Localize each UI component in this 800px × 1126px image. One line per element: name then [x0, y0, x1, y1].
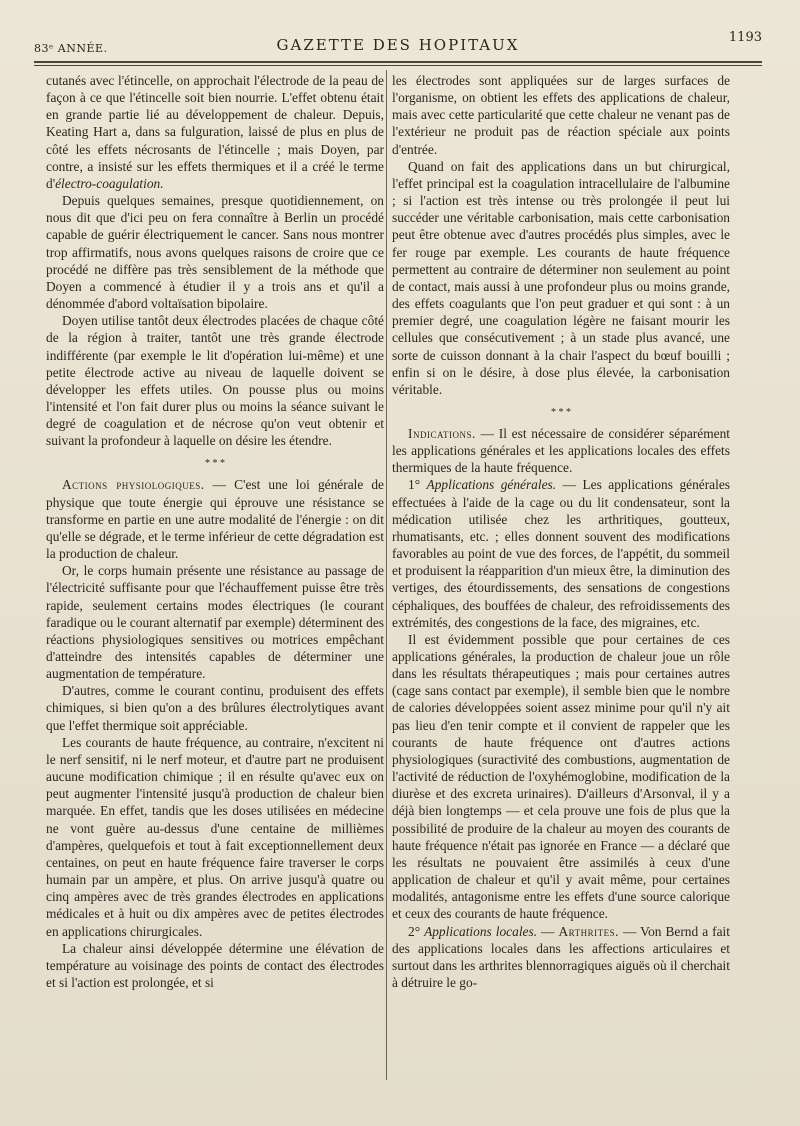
paragraph: D'autres, comme le courant continu, produisent des effets chimiques, si bien qu'on a des brûlures électrolytiques avant que l'effet thermique soit appréciable. — [46, 683, 384, 733]
volume-year: 83ᵉ ANNÉE. — [34, 42, 108, 55]
paragraph: Les courants de haute fréquence, au contraire, n'excitent ni le nerf sensitif, ni le nerf moteur, et d'autre part ne produisent aucune modification chimique ; il en résulte qu'avec eux on peut augmenter l'intensité jusqu'à production de chaleur bien marquée. En effet, tandis que les doses utilisées en médecine ne vont guère au-dessus d'une centaine de millièmes d'ampères, quelquefois et tout à fait exceptionnellement deux centaines, on peut en haute fréquence faire traverser le corps humain par un ampère, et plus. On arrive jusqu'à quatre ou cinq ampères avec de très grandes électrodes en applications médicales et à huit ou dix ampères avec de petites électrodes en applications chirurgicales. — [46, 734, 384, 939]
paragraph: La chaleur ainsi développée détermine une élévation de température au voisinage des points de contact des électrodes et si l'action est prolongée, et si — [46, 940, 384, 990]
paragraph: Depuis quelques semaines, presque quotidiennement, on nous dit que d'ici peu on fera connaître à Berlin un procédé capable de guérir électriquement le cancer. Sans nous montrer trop affirmatifs, nous avons quelques raisons de croire que ce procédé ne diffère pas très sensiblement de la méthode que Doyen a commencé à étudier il y a trois ans et qu'il a dénommée d'abord voltaïsation bipolaire. — [46, 193, 384, 312]
paragraph: Or, le corps humain présente une résistance au passage de l'électricité suffisante pour que l'échauffement puisse être très rapide, seulement certains modes électriques (le courant faradique ou le courant alternatif par exemple) déterminent des réactions physiologiques sensitives ou motrices empêchant d'atteindre des intensités capables de déterminer une augmentation de température. — [46, 563, 384, 682]
header-rule — [34, 61, 762, 63]
paragraph-text: — Les applications générales effectuées à l'aide de la cage ou du lit condensateur, sont la médication utilisée chez les arthritiques, goutteux, rhumatisants, etc. ; elles donnent souvent des modifications favorables au point de vue des forces, de l'appétit, du sommeil et produisent la réapparition d'un mieux être, la diminution des vertiges, des étourdissements, des sensations de congestions céphaliques, des bouffées de chaleur, des refroidissements des extrémités, des congestions de la face, des migraines, etc. — [392, 477, 730, 630]
list-number: 1° — [408, 477, 427, 493]
page-number: 1193 — [728, 30, 762, 45]
list-number: 2° — [408, 923, 425, 939]
paragraph — [392, 425, 730, 476]
dash: — — [537, 923, 559, 939]
electro-coagulation-term: électro-coagulation. — [55, 175, 164, 191]
paragraph: Quand on fait des applications dans un but chirurgical, l'effet principal est la coagulation intracellulaire de l'albumine ; si l'action est très intense ou très prolongée il peut lui succéder une véritable carbonisation, mais cette carbonisation peut être obtenue avec d'autres procédés plus simples, avec le fer rouge par exemple. Les courants de haute fréquence permettent au contraire de déterminer non seulement au point de contact, mais aussi à une profondeur plus ou moins grande, des effets coagulants que l'on peut graduer et qui sont : à un premier degré, une coagulation légère ne faisant mourir les cellules que consécutivement ; à un stade plus avancé, une sorte de cuisson donnant à la chair l'aspect du bœuf bouilli ; enfin si on le désire, à dose plus élevée, la carbonisation véritable. — [392, 158, 730, 397]
paragraph-text: cutanés avec l'étincelle, on approchait l'électrode de la peau de façon à ce que l'étincelle soit bien nourrie. L'effet obtenu était en grande partie lié au développement de chaleur. Depuis, Keating Hart a, dans sa fulguration, laissé de plus en plus de côté les effets nécrosants de l'étincelle ; mais Doyen, par contre, a insisté sur les effets thermiques et il a créé le terme d' — [46, 73, 384, 191]
paragraph — [392, 476, 730, 630]
paragraph: Doyen utilise tantôt deux électrodes placées de chaque côté de la région à traiter, tantôt une très grande électrode indifférente (par exemple le lit d'opération lui-même) et une petite électrode active au niveau de laquelle doivent se développer les effets utiles. On pousse plus ou moins l'intensité et l'on fait durer plus ou moins la séance suivant le degré de coagulation et de nécrose qu'on veut obtenir et suivant la profondeur à laquelle on désire les étendre. — [46, 313, 384, 449]
right-column — [392, 72, 730, 991]
section-separator-stars: * * * — [551, 406, 571, 418]
paragraph: Il est évidemment possible que pour certaines de ces applications générales, la production de chaleur joue un rôle dans les résultats thérapeutiques ; mais pour certaines autres (cage sans contact par exemple), il semble bien que le nombre de calories développées soient assez minime pour qu'il n'y ait pas lieu d'en tenir compte et il convient de rappeler que les courants de haute fréquence ont d'autres actions physiologiques (suractivité des combustions, augmentation de l'activité de réduction de l'oxyhémoglobine, modification de la diurèse et des excreta urinaires). D'ailleurs d'Arsonval, il y a déjà bien longtemps — et cela prouve une fois de plus que la possibilité de produire de la chaleur au moyen des courants de haute fréquence n'était pas ignorée en France — a déclaré que les résultats ne pouvaient être assimilés à ceux d'une application de chaleur et qu'il y avait même, pour certaines modalités, antagonisme entre les effets d'une source calorique et ceux des courants de haute fréquence. — [392, 631, 730, 922]
paragraph-text: — C'est une loi générale de physique que toute énergie qui éprouve une résistance se transforme en partie en une autre modalité de l'énergie : on dit qu'elle se dégrade, et le terme inférieur de cette dégradation est la production de chaleur. — [46, 477, 385, 562]
section-heading: Actions physiologiques. — [62, 477, 205, 493]
section-heading: Indications. — [408, 425, 476, 441]
section-separator-stars: * * * — [205, 458, 225, 470]
paragraph — [46, 72, 384, 192]
paragraph — [392, 923, 730, 992]
paragraph: les électrodes sont appliquées sur de larges surfaces de l'organisme, on obtient les effets des applications de chaleur, mais avec cette particularité que cette chaleur ne venant pas de l'extérieur ne produit pas de réaction spéciale aux points d'entrée. — [392, 73, 730, 157]
journal-title: GAZETTE DES HOPITAUX — [276, 36, 520, 54]
running-head — [34, 30, 762, 56]
column-divider — [386, 70, 387, 1080]
left-column — [46, 72, 384, 991]
section-heading: Arthrites. — [558, 923, 619, 939]
paragraph — [46, 476, 384, 562]
header-rule-thin — [34, 65, 762, 66]
subsection-heading: Applications locales. — [424, 923, 538, 939]
paragraph-text: — Von Bernd a fait des applications locales dans les affections articulaires et surtout dans les arthrites blennorragiques aiguës où il cherchait à détruire le go- — [392, 923, 730, 990]
subsection-heading: Applications générales. — [426, 477, 557, 493]
paragraph-text: — Il est nécessaire de considérer séparément les applications générales et les applications locales des effets thermiques de la haute fréquence. — [392, 425, 730, 476]
